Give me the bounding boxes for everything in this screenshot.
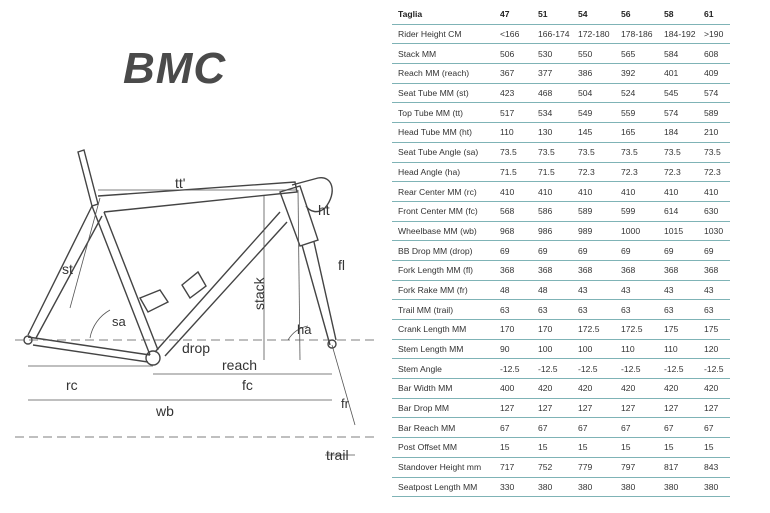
table-cell: 368 bbox=[617, 260, 660, 280]
label-reach: reach bbox=[222, 357, 258, 373]
table-cell: 172.5 bbox=[617, 320, 660, 340]
table-cell: 468 bbox=[534, 83, 574, 103]
table-cell: 72.3 bbox=[617, 162, 660, 182]
table-cell: 67 bbox=[534, 418, 574, 438]
header-size-col: 47 bbox=[496, 5, 534, 24]
table-cell: 420 bbox=[534, 379, 574, 399]
label-stack: stack bbox=[251, 277, 267, 310]
table-cell: 67 bbox=[574, 418, 617, 438]
table-cell: 43 bbox=[617, 280, 660, 300]
table-cell: 367 bbox=[496, 64, 534, 84]
table-cell: 63 bbox=[496, 300, 534, 320]
table-cell: 63 bbox=[700, 300, 730, 320]
table-cell: 184 bbox=[660, 123, 700, 143]
row-label: Reach MM (reach) bbox=[392, 64, 496, 84]
row-label: Front Center MM (fc) bbox=[392, 201, 496, 221]
header-size-col: 51 bbox=[534, 5, 574, 24]
table-row bbox=[392, 162, 730, 182]
row-label: Stem Angle bbox=[392, 359, 496, 379]
table-row bbox=[392, 300, 730, 320]
table-cell: 15 bbox=[660, 438, 700, 458]
header-size-label: Taglia bbox=[392, 5, 496, 24]
table-cell: 63 bbox=[574, 300, 617, 320]
table-cell: -12.5 bbox=[496, 359, 534, 379]
table-row bbox=[392, 260, 730, 280]
table-cell: 559 bbox=[617, 103, 660, 123]
table-row bbox=[392, 457, 730, 477]
geometry-table bbox=[392, 5, 730, 497]
header-size-col: 58 bbox=[660, 5, 700, 24]
row-label: Trail MM (trail) bbox=[392, 300, 496, 320]
table-header-row bbox=[392, 5, 730, 24]
table-cell: 614 bbox=[660, 201, 700, 221]
table-cell: 127 bbox=[496, 398, 534, 418]
table-cell: 67 bbox=[496, 418, 534, 438]
table-cell: 630 bbox=[700, 201, 730, 221]
table-row bbox=[392, 123, 730, 143]
label-fc: fc bbox=[242, 377, 253, 393]
table-cell: 368 bbox=[700, 260, 730, 280]
row-label: Fork Length MM (fl) bbox=[392, 260, 496, 280]
bmc-logo: BMC bbox=[123, 44, 227, 93]
table-row bbox=[392, 359, 730, 379]
table-cell: 368 bbox=[574, 260, 617, 280]
table-cell: 127 bbox=[574, 398, 617, 418]
table-cell: -12.5 bbox=[617, 359, 660, 379]
header-size-col: 56 bbox=[617, 5, 660, 24]
table-row bbox=[392, 438, 730, 458]
table-cell: 380 bbox=[660, 477, 700, 497]
table-cell: 67 bbox=[617, 418, 660, 438]
table-cell: 127 bbox=[660, 398, 700, 418]
label-drop: drop bbox=[182, 340, 211, 356]
table-cell: 545 bbox=[660, 83, 700, 103]
table-cell: 410 bbox=[660, 182, 700, 202]
label-fr: fr bbox=[341, 396, 349, 411]
table-cell: 608 bbox=[700, 44, 730, 64]
table-cell: 368 bbox=[534, 260, 574, 280]
table-cell: 506 bbox=[496, 44, 534, 64]
table-row bbox=[392, 320, 730, 340]
table-cell: 100 bbox=[574, 339, 617, 359]
table-cell: 568 bbox=[496, 201, 534, 221]
table-cell: 69 bbox=[617, 241, 660, 261]
table-cell: 530 bbox=[534, 44, 574, 64]
table-cell: -12.5 bbox=[574, 359, 617, 379]
table-cell: <166 bbox=[496, 24, 534, 44]
row-label: Rider Height CM bbox=[392, 24, 496, 44]
table-row bbox=[392, 182, 730, 202]
table-cell: 1000 bbox=[617, 221, 660, 241]
table-cell: 779 bbox=[574, 457, 617, 477]
table-cell: 420 bbox=[660, 379, 700, 399]
table-cell: 90 bbox=[496, 339, 534, 359]
table-row bbox=[392, 398, 730, 418]
row-label: Stack MM bbox=[392, 44, 496, 64]
table-cell: 589 bbox=[574, 201, 617, 221]
table-row bbox=[392, 241, 730, 261]
table-cell: 15 bbox=[496, 438, 534, 458]
table-cell: 63 bbox=[660, 300, 700, 320]
label-wb: wb bbox=[156, 403, 174, 419]
label-sa: sa bbox=[112, 314, 126, 329]
table-cell: 172.5 bbox=[574, 320, 617, 340]
table-cell: 184-192 bbox=[660, 24, 700, 44]
table-row bbox=[392, 221, 730, 241]
table-cell: 63 bbox=[617, 300, 660, 320]
table-cell: 72.3 bbox=[700, 162, 730, 182]
row-label: Post Offset MM bbox=[392, 438, 496, 458]
row-label: Seat Tube MM (st) bbox=[392, 83, 496, 103]
table-cell: 175 bbox=[660, 320, 700, 340]
table-cell: 71.5 bbox=[534, 162, 574, 182]
row-label: Seat Tube Angle (sa) bbox=[392, 142, 496, 162]
table-cell: 1030 bbox=[700, 221, 730, 241]
table-cell: 589 bbox=[700, 103, 730, 123]
row-label: Head Tube MM (ht) bbox=[392, 123, 496, 143]
table-cell: 534 bbox=[534, 103, 574, 123]
table-row bbox=[392, 280, 730, 300]
table-cell: 43 bbox=[574, 280, 617, 300]
table-cell: 73.5 bbox=[617, 142, 660, 162]
table-cell: 170 bbox=[534, 320, 574, 340]
table-cell: 380 bbox=[574, 477, 617, 497]
table-cell: 574 bbox=[660, 103, 700, 123]
table-cell: 817 bbox=[660, 457, 700, 477]
table-cell: 43 bbox=[660, 280, 700, 300]
row-label: Bar Reach MM bbox=[392, 418, 496, 438]
table-cell: 166-174 bbox=[534, 24, 574, 44]
table-cell: 15 bbox=[534, 438, 574, 458]
row-label: Head Angle (ha) bbox=[392, 162, 496, 182]
table-cell: 73.5 bbox=[700, 142, 730, 162]
table-cell: 752 bbox=[534, 457, 574, 477]
table-cell: 172-180 bbox=[574, 24, 617, 44]
row-label: Bar Width MM bbox=[392, 379, 496, 399]
table-cell: 330 bbox=[496, 477, 534, 497]
table-row bbox=[392, 339, 730, 359]
table-row bbox=[392, 418, 730, 438]
table-cell: 986 bbox=[534, 221, 574, 241]
table-cell: 15 bbox=[617, 438, 660, 458]
table-cell: 48 bbox=[534, 280, 574, 300]
table-cell: 71.5 bbox=[496, 162, 534, 182]
table-cell: 72.3 bbox=[660, 162, 700, 182]
table-cell: 73.5 bbox=[660, 142, 700, 162]
table-cell: 380 bbox=[700, 477, 730, 497]
table-cell: 73.5 bbox=[496, 142, 534, 162]
table-cell: 410 bbox=[496, 182, 534, 202]
table-cell: 574 bbox=[700, 83, 730, 103]
table-cell: 368 bbox=[496, 260, 534, 280]
table-row bbox=[392, 379, 730, 399]
table-cell: 392 bbox=[617, 64, 660, 84]
table-cell: -12.5 bbox=[700, 359, 730, 379]
table-cell: 48 bbox=[496, 280, 534, 300]
table-cell: 110 bbox=[496, 123, 534, 143]
table-cell: 15 bbox=[700, 438, 730, 458]
table-cell: 968 bbox=[496, 221, 534, 241]
label-ht: ht bbox=[318, 202, 330, 218]
table-cell: 400 bbox=[496, 379, 534, 399]
table-cell: 420 bbox=[617, 379, 660, 399]
table-cell: 170 bbox=[496, 320, 534, 340]
table-cell: 368 bbox=[660, 260, 700, 280]
table-cell: 178-186 bbox=[617, 24, 660, 44]
table-row bbox=[392, 83, 730, 103]
table-cell: 797 bbox=[617, 457, 660, 477]
table-cell: 420 bbox=[700, 379, 730, 399]
table-cell: 586 bbox=[534, 201, 574, 221]
table-cell: 843 bbox=[700, 457, 730, 477]
table-cell: 175 bbox=[700, 320, 730, 340]
table-cell: 69 bbox=[534, 241, 574, 261]
table-cell: 377 bbox=[534, 64, 574, 84]
label-rc: rc bbox=[66, 377, 78, 393]
table-row bbox=[392, 201, 730, 221]
table-cell: 524 bbox=[617, 83, 660, 103]
row-label: Seatpost Length MM bbox=[392, 477, 496, 497]
row-label: Standover Height mm bbox=[392, 457, 496, 477]
table-cell: 130 bbox=[534, 123, 574, 143]
table-cell: 165 bbox=[617, 123, 660, 143]
row-label: Rear Center MM (rc) bbox=[392, 182, 496, 202]
table-cell: 15 bbox=[574, 438, 617, 458]
table-cell: 420 bbox=[574, 379, 617, 399]
table-cell: 127 bbox=[700, 398, 730, 418]
table-row bbox=[392, 477, 730, 497]
table-cell: 127 bbox=[534, 398, 574, 418]
table-cell: 1015 bbox=[660, 221, 700, 241]
table-cell: 110 bbox=[617, 339, 660, 359]
table-cell: 145 bbox=[574, 123, 617, 143]
table-cell: >190 bbox=[700, 24, 730, 44]
table-cell: 599 bbox=[617, 201, 660, 221]
table-cell: 410 bbox=[700, 182, 730, 202]
table-cell: 100 bbox=[534, 339, 574, 359]
table-cell: 110 bbox=[660, 339, 700, 359]
row-label: Stem Length MM bbox=[392, 339, 496, 359]
row-label: Crank Length MM bbox=[392, 320, 496, 340]
row-label: Bar Drop MM bbox=[392, 398, 496, 418]
table-cell: -12.5 bbox=[534, 359, 574, 379]
table-cell: 517 bbox=[496, 103, 534, 123]
table-cell: 69 bbox=[496, 241, 534, 261]
table-row bbox=[392, 103, 730, 123]
label-tt: tt' bbox=[175, 175, 186, 191]
label-ha: ha bbox=[297, 322, 312, 337]
table-cell: 69 bbox=[574, 241, 617, 261]
row-label: Wheelbase MM (wb) bbox=[392, 221, 496, 241]
row-label: Fork Rake MM (fr) bbox=[392, 280, 496, 300]
dimension-labels bbox=[62, 175, 350, 463]
label-trail: trail bbox=[326, 447, 349, 463]
table-cell: 73.5 bbox=[534, 142, 574, 162]
table-cell: 549 bbox=[574, 103, 617, 123]
table-cell: 409 bbox=[700, 64, 730, 84]
table-row bbox=[392, 44, 730, 64]
row-label: Top Tube MM (tt) bbox=[392, 103, 496, 123]
table-cell: 584 bbox=[660, 44, 700, 64]
table-cell: 380 bbox=[534, 477, 574, 497]
table-cell: 565 bbox=[617, 44, 660, 64]
table-cell: 550 bbox=[574, 44, 617, 64]
table-row bbox=[392, 64, 730, 84]
table-cell: -12.5 bbox=[660, 359, 700, 379]
table-row bbox=[392, 142, 730, 162]
table-cell: 386 bbox=[574, 64, 617, 84]
table-cell: 43 bbox=[700, 280, 730, 300]
table-cell: 127 bbox=[617, 398, 660, 418]
table-cell: 210 bbox=[700, 123, 730, 143]
table-cell: 67 bbox=[660, 418, 700, 438]
table-cell: 73.5 bbox=[574, 142, 617, 162]
table-cell: 72.3 bbox=[574, 162, 617, 182]
row-label: BB Drop MM (drop) bbox=[392, 241, 496, 261]
table-cell: 504 bbox=[574, 83, 617, 103]
table-cell: 401 bbox=[660, 64, 700, 84]
table-cell: 67 bbox=[700, 418, 730, 438]
table-cell: 410 bbox=[534, 182, 574, 202]
table-cell: 120 bbox=[700, 339, 730, 359]
header-size-col: 61 bbox=[700, 5, 730, 24]
table-cell: 423 bbox=[496, 83, 534, 103]
table-cell: 380 bbox=[617, 477, 660, 497]
table-cell: 989 bbox=[574, 221, 617, 241]
label-st: st bbox=[62, 261, 73, 277]
table-row bbox=[392, 24, 730, 44]
table-cell: 63 bbox=[534, 300, 574, 320]
table-cell: 69 bbox=[700, 241, 730, 261]
header-size-col: 54 bbox=[574, 5, 617, 24]
table-cell: 410 bbox=[617, 182, 660, 202]
table-cell: 410 bbox=[574, 182, 617, 202]
table-cell: 69 bbox=[660, 241, 700, 261]
label-fl: fl bbox=[338, 257, 345, 273]
table-cell: 717 bbox=[496, 457, 534, 477]
